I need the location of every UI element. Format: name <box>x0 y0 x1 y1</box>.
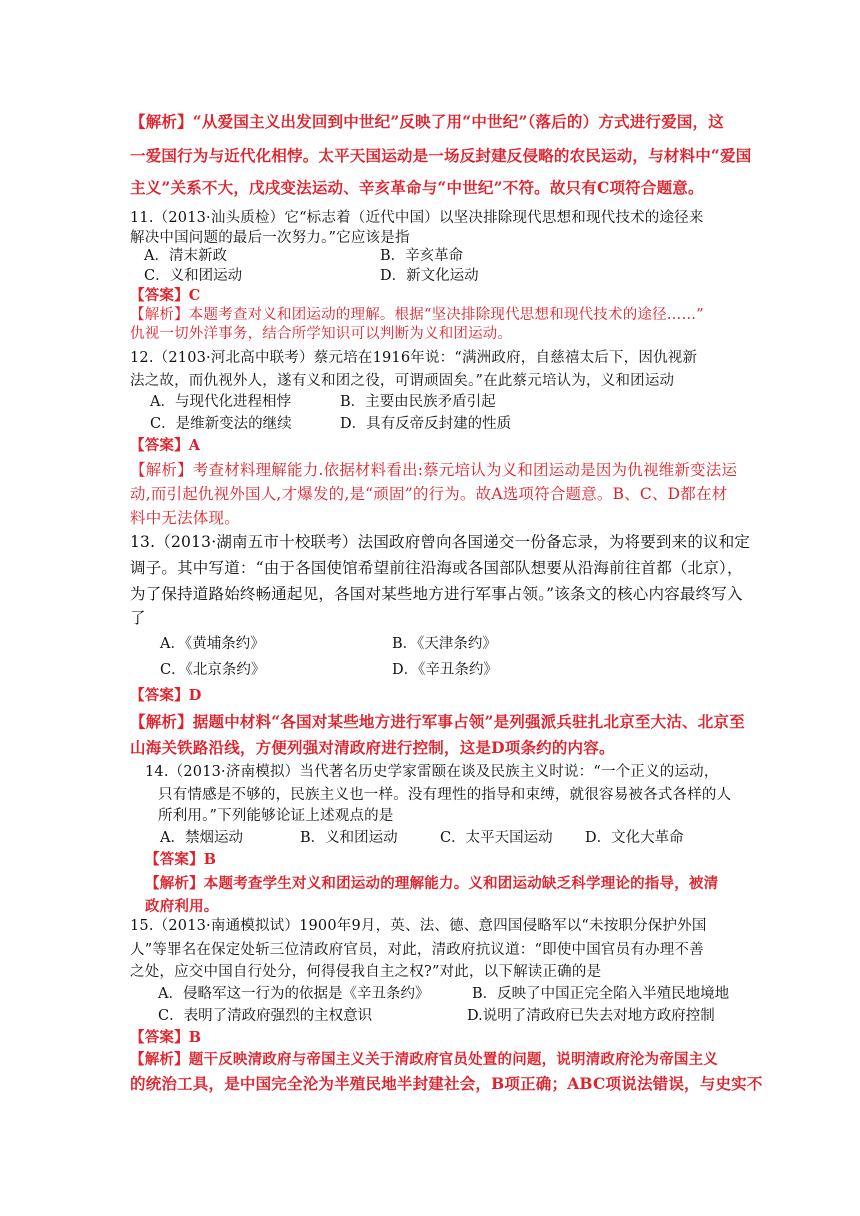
explanation-line: 【解析】考查材料理解能力.依据材料看出:蔡元培认为义和团运动是因为仇视维新变法运 <box>130 461 738 479</box>
option-c: C．太平天国运动 <box>440 830 553 846</box>
explanation-line: 【解析】本题考查对义和团运动的理解。根据“坚决排除现代思想和现代技术的途径……” <box>130 307 704 323</box>
option-a: A．清末新政 <box>144 248 227 264</box>
answer-label: 【答案】B <box>130 1029 202 1046</box>
option-b: B．义和团运动 <box>300 830 398 846</box>
option-b: B．辛亥革命 <box>380 248 464 264</box>
question-13-text: 调子。其中写道：“由于各国使馆希望前往沿海或各国部队想要从沿海前往首都（北京）， <box>130 559 743 577</box>
option-d: D.说明了清政府已失去对地方政府控制 <box>467 1008 715 1024</box>
option-b: B．《天津条约》 <box>392 636 497 652</box>
option-d: D．具有反帝反封建的性质 <box>340 416 512 432</box>
question-13-text: 了 <box>130 609 146 627</box>
explanation-line: 料中无法体现。 <box>130 509 240 527</box>
explanation-line: 【解析】题干反映清政府与帝国主义关于清政府官员处置的问题，说明清政府沦为帝国主义 <box>130 1051 718 1068</box>
explanation-line: 【解析】据题中材料“各国对某些地方进行军事占领”是列强派兵驻扎北京至大沽、北京至 <box>130 712 745 731</box>
option-c: C．义和团运动 <box>144 268 243 284</box>
option-d: D．《辛丑条约》 <box>392 662 498 678</box>
answer-label: 【答案】B <box>145 851 217 868</box>
explanation-line: 主义”关系不大，戊戌变法运动、辛亥革命与“中世纪”不符。故只有C项符合题意。 <box>130 178 704 197</box>
question-14-text: 14.（2013·济南模拟）当代著名历史学家雷颐在谈及民族主义时说：“一个正义的运动， <box>145 764 719 780</box>
question-15-text: 15.（2013·南通模拟试）1900年9月，英、法、德、意四国侵略军以“未按职分保护外国 <box>130 918 707 934</box>
option-b: B．反映了中国正完全陷入半殖民地境地 <box>472 986 730 1002</box>
explanation-line: 【解析】“从爱国主义出发回到中世纪”反映了用“中世纪”（落后的）方式进行爱国，这 <box>130 112 724 131</box>
explanation-line: 【解析】本题考查学生对义和团运动的理解能力。义和团运动缺乏科学理论的指导，被清 <box>145 875 719 892</box>
option-c: C．表明了清政府强烈的主权意识 <box>158 1008 373 1024</box>
option-a: A．与现代化进程相悖 <box>150 394 291 410</box>
question-14-text: 只有情感是不够的，民族主义也一样。没有理性的指导和束缚，就很容易被各式各样的人 <box>158 787 732 803</box>
explanation-line: 山海关铁路沿线，方便列强对清政府进行控制，这是D项条约的内容。 <box>130 738 615 757</box>
question-14-text: 所利用。”下列能够论证上述观点的是 <box>158 808 394 824</box>
option-a: A．《黄埔条约》 <box>160 636 265 652</box>
explanation-line: 仇视一切外洋事务，结合所学知识可以判断为义和团运动。 <box>130 326 513 342</box>
answer-label: 【答案】A <box>130 437 201 454</box>
question-13-text: 为了保持道路始终畅通起见，各国对某些地方进行军事占领。”该条文的核心内容最终写入 <box>130 585 743 603</box>
question-12-text: 12.（2103·河北高中联考）蔡元培在1916年说：“满洲政府，自慈禧太后下，因仇视新 <box>130 350 698 366</box>
explanation-line: 政府利用。 <box>145 898 219 915</box>
question-11-text: 11.（2013·汕头质检）它“标志着（近代中国）以坚决排除现代思想和现代技术的途径来 <box>130 210 704 226</box>
option-b: B．主要由民族矛盾引起 <box>340 394 496 410</box>
question-15-text: 人”等罪名在保定处斩三位清政府官员，对此，清政府抗议道：“即使中国官员有办理不善 <box>130 942 704 958</box>
explanation-line: 一爱国行为与近代化相悖。太平天国运动是一场反封建反侵略的农民运动，与材料中“爱国 <box>130 146 752 165</box>
option-a: A．侵略军这一行为的依据是《辛丑条约》 <box>158 986 430 1002</box>
answer-label: 【答案】C <box>130 287 201 304</box>
option-d: D．新文化运动 <box>380 268 479 284</box>
question-12-text: 法之故，而仇视外人，遂有义和团之役，可谓顽固矣。”在此蔡元培认为，义和团运动 <box>130 373 675 389</box>
option-d: D．文化大革命 <box>585 830 684 846</box>
question-15-text: 之处，应交中国自行处分，何得侵我自主之权?”对此，以下解读正确的是 <box>130 964 602 980</box>
option-a: A．禁烟运动 <box>160 830 243 846</box>
question-11-text: 解决中国问题的最后一次努力。”它应该是指 <box>130 230 410 246</box>
option-c: C．是维新变法的继续 <box>150 416 292 432</box>
option-c: C．《北京条约》 <box>160 662 266 678</box>
question-13-text: 13.（2013·湖南五市十校联考）法国政府曾向各国递交一份备忘录，为将要到来的议和定 <box>130 533 751 551</box>
explanation-line: 的统治工具，是中国完全沦为半殖民地半封建社会，B项正确；ABC项说法错误，与史实不 <box>130 1074 763 1093</box>
explanation-line: 动,而引起仇视外国人,才爆发的,是“顽固”的行为。故A选项符合题意。B、C、D都在材 <box>130 485 728 503</box>
answer-label: 【答案】D <box>130 687 202 704</box>
